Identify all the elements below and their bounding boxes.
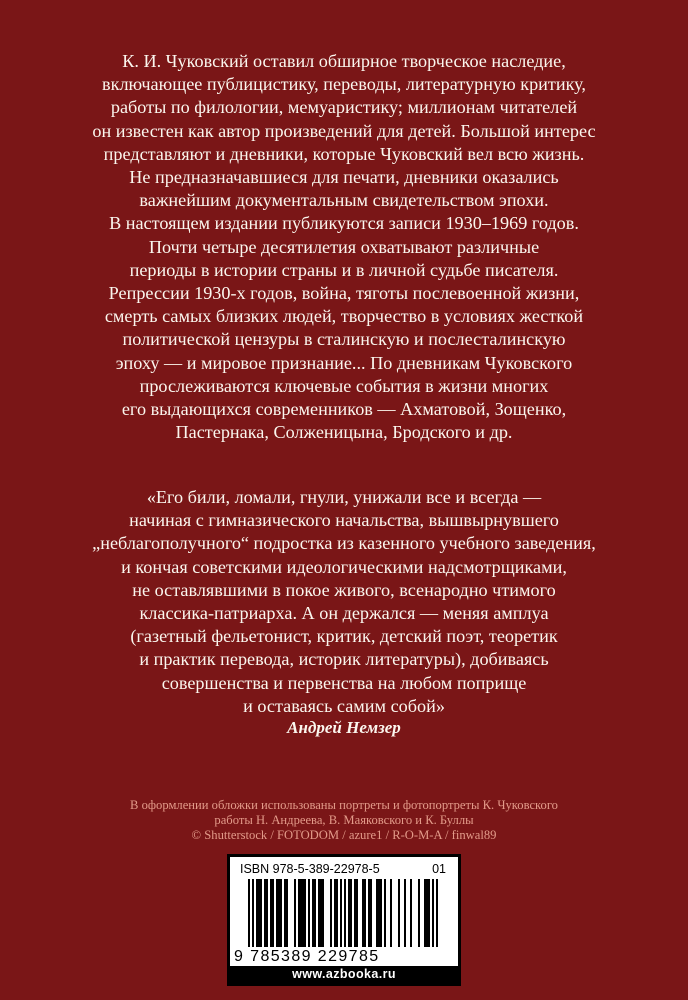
quote-line: начиная с гимназического начальства, вышвырнувшего [129, 510, 559, 531]
barcode-bar [304, 879, 306, 947]
quote-line: „неблагополучного“ подростка из казенного учебного заведения, [92, 533, 596, 554]
description-line: его выдающихся современников — Ахматовой, Зощенко, [121, 399, 567, 420]
isbn-barcode [227, 854, 461, 986]
barcode-bar [330, 879, 332, 947]
barcode-bar [314, 879, 316, 947]
barcode-bar [424, 879, 426, 947]
description-line: В настоящем издании публикуются записи 1930–1969 годов. [109, 213, 579, 234]
barcode-bar [278, 879, 280, 947]
barcode-bar [362, 879, 364, 947]
barcode-bar [284, 879, 286, 947]
quote-line: (газетный фельетонист, критик, детский поэт, теоретик [130, 626, 558, 647]
credits-line: В оформлении обложки использованы портреты и фотопортреты К. Чуковского [130, 798, 558, 812]
barcode-bar [350, 879, 352, 947]
book-description [70, 50, 618, 444]
description-line: он известен как автор произведений для детей. Большой интерес [92, 120, 596, 141]
barcode-bar [276, 879, 278, 947]
quote-line: и оставаясь самим собой» [243, 695, 445, 716]
quote-line: «Его били, ломали, гнули, унижали все и всегда — [146, 487, 542, 507]
barcode-bar [308, 879, 310, 947]
quote-line: не оставлявшими в покое живого, всенародно чтимого [132, 579, 556, 600]
barcode-bar [322, 879, 324, 947]
description-line: важнейшим документальным свидетельством эпохи. [139, 190, 549, 211]
barcode-bar [320, 879, 322, 947]
barcode-bar [258, 879, 260, 947]
barcode-bar [302, 879, 304, 947]
barcode-bar [334, 879, 336, 947]
description-line: политической цензуры в сталинскую и послесталинскую [122, 329, 566, 350]
barcode-bar [264, 879, 266, 947]
barcode-bar [436, 879, 438, 947]
barcode-digits: 9 785389 229785 [234, 948, 380, 965]
barcode-bar [404, 879, 406, 947]
barcode-bar [390, 879, 392, 947]
barcode-bar [336, 879, 338, 947]
description-line: периоды в истории страны и в личной судьбе писателя. [129, 259, 559, 280]
description-line: Не предназначавшиеся для печати, дневники оказались [129, 167, 559, 188]
description-line: прослеживаются ключевые события в жизни многих [139, 375, 549, 396]
description-line: К. И. Чуковский оставил обширное творческое наследие, [122, 51, 566, 71]
credits-line: работы Н. Андреева, В. Маяковского и К. Буллы [214, 813, 474, 828]
barcode-bar [260, 879, 262, 947]
description-line: представляют и дневники, которые Чуковский вел всю жизнь. [103, 143, 585, 164]
barcode-bar [280, 879, 282, 947]
publisher-url: www.azbooka.ru [230, 966, 458, 983]
review-quote [70, 486, 618, 718]
barcode-bar [368, 879, 370, 947]
description-line: смерть самых близких людей, творчество в условиях жесткой [104, 306, 584, 327]
quote-line: и кончая советскими идеологическими надсмотрщиками, [121, 556, 567, 577]
barcode-bar [272, 879, 274, 947]
isbn-number: ISBN 978-5-389-22978-5 [240, 862, 380, 876]
barcode-bar [398, 879, 400, 947]
barcode-bar [370, 879, 372, 947]
barcode-bar [286, 879, 288, 947]
barcode-bar [426, 879, 428, 947]
barcode-bar [356, 879, 358, 947]
barcode-bar [318, 879, 320, 947]
barcode-bar [340, 879, 342, 947]
barcode-bars [234, 879, 454, 949]
quote-line: классика-патриарха. А он держался — меняя амплуа [139, 603, 549, 624]
barcode-bar [294, 879, 296, 947]
barcode-bar [300, 879, 302, 947]
barcode-bar [384, 879, 386, 947]
barcode-bar [270, 879, 272, 947]
barcode-bar [248, 879, 250, 947]
barcode-bar [298, 879, 300, 947]
barcode-bar [252, 879, 254, 947]
description-line: эпоху — и мировое признание... По дневникам Чуковского [115, 352, 573, 373]
barcode-bar [266, 879, 268, 947]
cover-credits [110, 798, 578, 844]
barcode-bar [378, 879, 380, 947]
description-line: включающее публицистику, переводы, литературную критику, [102, 74, 586, 95]
description-line: Репрессии 1930-х годов, война, тяготы послевоенной жизни, [108, 283, 580, 304]
barcode-bar [410, 879, 412, 947]
barcode-bar [348, 879, 350, 947]
barcode-bar [380, 879, 382, 947]
barcode-bar [428, 879, 430, 947]
barcode-bar [376, 879, 378, 947]
barcode-bar [354, 879, 356, 947]
quote-line: совершенства и первенства на любом поприще [161, 672, 527, 693]
description-line: Пастернака, Солженицына, Бродского и др. [175, 422, 513, 443]
quote-line: и практик перевода, историк литературы), добиваясь [139, 649, 549, 670]
description-line: Почти четыре десятилетия охватывают различные [148, 236, 540, 257]
barcode-bar [432, 879, 434, 947]
barcode-bar [418, 879, 420, 947]
barcode-bar [364, 879, 366, 947]
credits-line: © Shutterstock / FOTODOM / azure1 / R-O-M-A / finwal89 [191, 828, 497, 843]
barcode-bar [312, 879, 314, 947]
quote-author: Андрей Немзер [287, 718, 401, 737]
isbn-addon-code: 01 [432, 862, 446, 876]
description-line: работы по филологии, мемуаристику; миллионам читателей [110, 97, 578, 118]
barcode-bar [344, 879, 346, 947]
barcode-bar [256, 879, 258, 947]
